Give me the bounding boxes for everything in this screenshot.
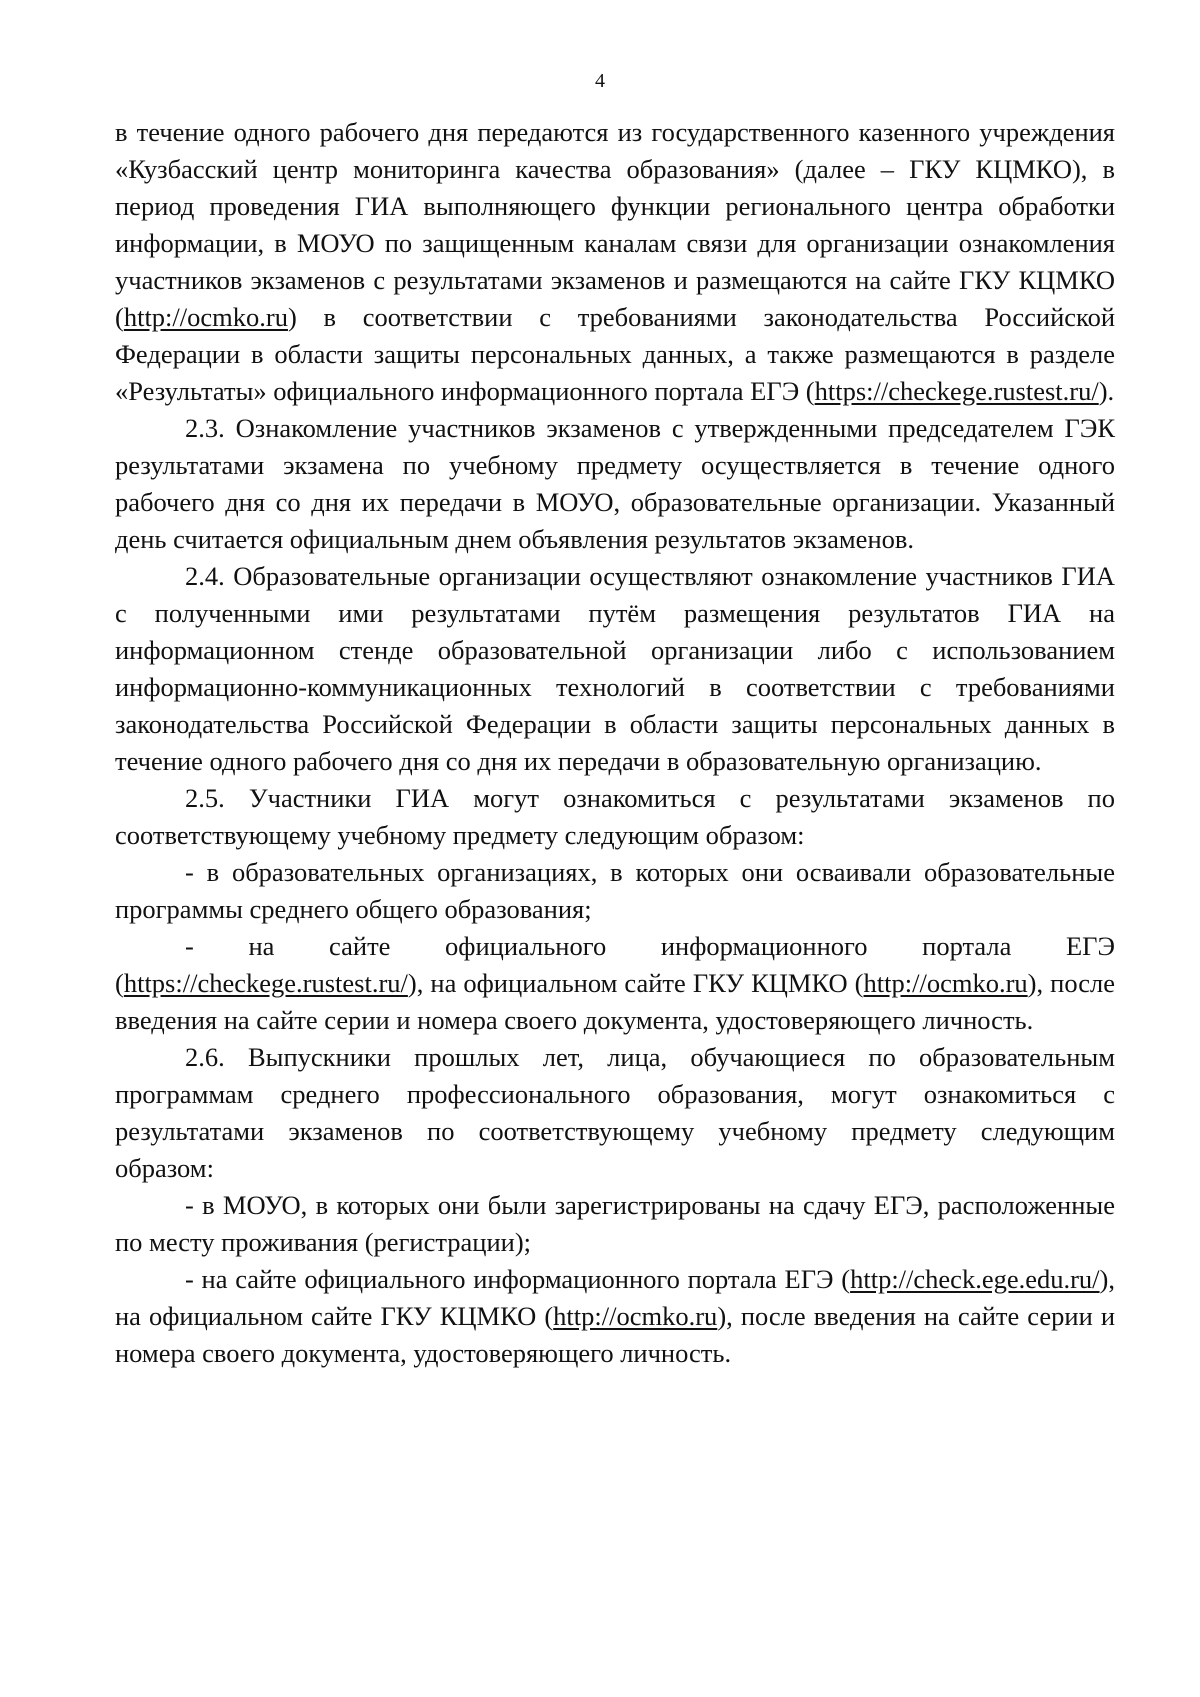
- page-number: 4: [595, 70, 605, 92]
- list-item-portal-site: [115, 928, 1115, 1039]
- paragraph-2-3: 2.3. Ознакомление участников экзаменов с утвержденными председателем ГЭК результатами экзамена по учебному предмету осуществляется в течение одного рабочего дня со дня их передачи в МОУО, образовательные организации. Указанный день считается официальным днем объявления результатов экзаменов.: [115, 413, 1115, 554]
- paragraph-text: ).: [1098, 376, 1115, 406]
- paragraph-text: - на сайте официального информационного портала ЕГЭ (: [115, 931, 1115, 998]
- ocmko-link[interactable]: http://ocmko.ru: [863, 968, 1028, 998]
- paragraph-text: в течение одного рабочего дня передаются из государственного казенного учреждения «Кузбасский центр мониторинга качества образования» (далее – ГКУ КЦМКО), в период проведения ГИА выполняющего функции регионального центра обработки информации, в МОУО по защищенным каналам связи для организации ознакомления участников экзаменов с результатами экзаменов и размещаются на сайте ГКУ КЦМКО (: [115, 117, 1115, 332]
- paragraph-results-transfer: [115, 114, 1115, 410]
- paragraph-2-6: 2.6. Выпускники прошлых лет, лица, обучающиеся по образовательным программам среднего профессионального образования, могут ознакомиться с результатами экзаменов по соответствующему учебному предмету следующим образом:: [115, 1042, 1115, 1183]
- paragraph-text: ), на официальном сайте ГКУ КЦМКО (: [115, 1264, 1115, 1331]
- paragraph-text: ), на официальном сайте ГКУ КЦМКО (: [407, 968, 864, 998]
- paragraph-text: ), после введения на сайте серии и номера своего документа, удостоверяющего личность.: [115, 1301, 1115, 1368]
- ocmko-link[interactable]: http://ocmko.ru: [123, 302, 288, 332]
- paragraph-2-4: 2.4. Образовательные организации осуществляют ознакомление участников ГИА с полученными ими результатами путём размещения результатов ГИА на информационном стенде образовательной организации либо с использованием информационно-коммуникационных технологий в соответствии с требованиями законодательства Российской Федерации в области защиты персональных данных в течение одного рабочего дня со дня их передачи в образовательную организацию.: [115, 561, 1115, 776]
- paragraph-text: ), после введения на сайте серии и номера своего документа, удостоверяющего личность.: [115, 968, 1115, 1035]
- ocmko-link[interactable]: http://ocmko.ru: [553, 1301, 718, 1331]
- paragraph-text: ) в соответствии с требованиями законодательства Российской Федерации в области защиты персональных данных, а также размещаются в разделе «Результаты» официального информационного портала ЕГЭ (: [115, 302, 1115, 406]
- checkege-link[interactable]: https://checkege.rustest.ru/: [123, 968, 408, 998]
- list-item-educational-organizations: - в образовательных организациях, в которых они осваивали образовательные программы среднего общего образования;: [115, 857, 1115, 924]
- paragraph-2-5: 2.5. Участники ГИА могут ознакомиться с результатами экзаменов по соответствующему учебному предмету следующим образом:: [115, 783, 1115, 850]
- checkege-link[interactable]: https://checkege.rustest.ru/: [814, 376, 1099, 406]
- paragraph-text: - на сайте официального информационного портала ЕГЭ (: [185, 1264, 851, 1294]
- list-item-portal-site-past: [115, 1261, 1115, 1372]
- list-item-mouo: - в МОУО, в которых они были зарегистрированы на сдачу ЕГЭ, расположенные по месту проживания (регистрации);: [115, 1190, 1115, 1257]
- check-ege-link[interactable]: http://check.ege.edu.ru/: [850, 1264, 1100, 1294]
- document-body: [115, 114, 1115, 1372]
